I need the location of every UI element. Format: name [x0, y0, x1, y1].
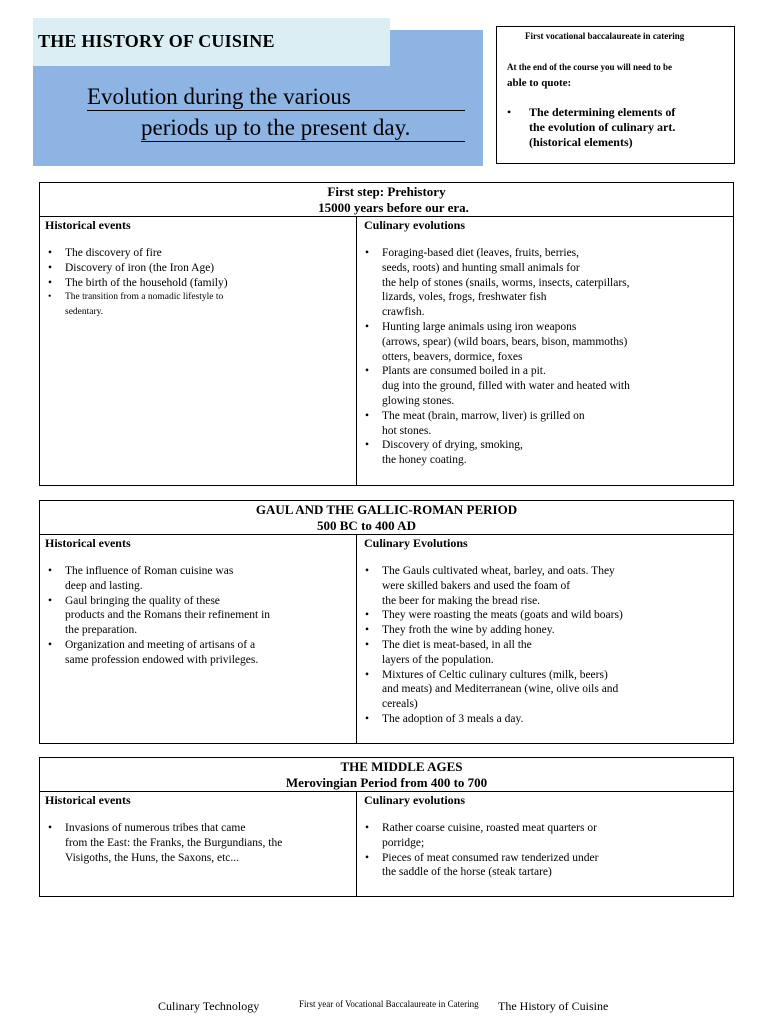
culinary-evolutions-column	[357, 217, 733, 486]
historical-events-heading: Historical events	[45, 793, 131, 807]
section-title: GAUL AND THE GALLIC-ROMAN PERIOD	[255, 502, 518, 517]
section-header	[40, 758, 733, 792]
footer-center: First year of Vocational Baccalaureate in Catering	[299, 999, 479, 1009]
culinary-evolutions-list	[357, 246, 630, 468]
objectives-list	[507, 105, 675, 150]
culinary-evolutions-list	[357, 564, 623, 727]
objectives-intro-line-2: able to quote:	[507, 77, 572, 89]
section-period: 500 BC to 400 AD	[317, 518, 416, 533]
section-middle-ages	[39, 757, 734, 897]
subtitle-line-1: Evolution during the various	[87, 84, 465, 111]
list-item: • Invasions of numerous tribes that came from the East: the Franks, the Burgundians, the Visigoths, the Huns, the Saxons, etc...	[40, 821, 282, 865]
list-item: • The Gauls cultivated wheat, barley, and oats. They were skilled bakers and used the foam of the beer for making the bread rise.	[357, 564, 623, 608]
section-title: THE MIDDLE AGES	[340, 759, 463, 774]
culinary-evolutions-column	[357, 792, 733, 897]
list-item: • Foraging-based diet (leaves, fruits, berries, seeds, roots) and hunting small animals for the help of stones (snails, worms, insects, caterpillars, lizards, voles, frogs, freshwater fish crawfish.	[357, 246, 630, 320]
list-item: • Mixtures of Celtic culinary cultures (milk, beers) and meats) and Mediterranean (wine, olive oils and cereals)	[357, 668, 623, 712]
section-columns	[40, 217, 733, 486]
historical-events-column	[40, 217, 357, 486]
list-item: • Discovery of iron (the Iron Age)	[40, 261, 228, 276]
list-item: • Plants are consumed boiled in a pit. dug into the ground, filled with water and heated with glowing stones.	[357, 364, 630, 408]
section-header	[40, 501, 733, 535]
section-period: 15000 years before our era.	[318, 200, 469, 215]
list-item: • Rather coarse cuisine, roasted meat quarters or porridge;	[357, 821, 599, 851]
list-item: • The diet is meat-based, in all the layers of the population.	[357, 638, 623, 668]
objective-item: • The determining elements of the evolution of culinary art. (historical elements)	[507, 105, 675, 150]
list-item: • Hunting large animals using iron weapons (arrows, spear) (wild boars, bears, bison, mammoths) otters, beavers, dormice, foxes	[357, 320, 630, 364]
section-gaul	[39, 500, 734, 744]
subtitle-line-2: periods up to the present day.	[141, 115, 465, 142]
section-period: Merovingian Period from 400 to 700	[285, 775, 488, 790]
list-item: • The transition from a nomadic lifestyle to sedentary.	[40, 290, 228, 320]
list-item: • Pieces of meat consumed raw tenderized under the saddle of the horse (steak tartare)	[357, 851, 599, 881]
culinary-evolutions-heading: Culinary evolutions	[364, 793, 466, 807]
culinary-evolutions-column	[357, 535, 733, 744]
list-item: • They froth the wine by adding honey.	[357, 623, 623, 638]
section-title: First step: Prehistory	[327, 184, 446, 199]
list-item: • The influence of Roman cuisine was deep and lasting.	[40, 564, 270, 594]
section-columns	[40, 792, 733, 897]
footer-left: Culinary Technology	[158, 999, 260, 1013]
list-item: • They were roasting the meats (goats and wild boars)	[357, 608, 623, 623]
list-item: • Discovery of drying, smoking, the honey coating.	[357, 438, 630, 468]
historical-events-list	[40, 821, 282, 865]
list-item: • The meat (brain, marrow, liver) is grilled on hot stones.	[357, 409, 630, 439]
section-prehistory	[39, 182, 734, 486]
historical-events-heading: Historical events	[45, 536, 131, 550]
footer-right: The History of Cuisine	[498, 999, 609, 1013]
culinary-evolutions-list	[357, 821, 599, 880]
section-header	[40, 183, 733, 217]
culinary-evolutions-heading: Culinary Evolutions	[364, 536, 468, 550]
historical-events-heading: Historical events	[45, 218, 131, 232]
objectives-intro-line-1: At the end of the course you will need to be	[507, 62, 672, 72]
historical-events-list	[40, 564, 270, 668]
historical-events-column	[40, 792, 357, 897]
objectives-heading: First vocational baccalaureate in catering	[525, 31, 685, 41]
page-title: THE HISTORY OF CUISINE	[38, 31, 275, 51]
culinary-evolutions-heading: Culinary evolutions	[364, 218, 466, 232]
historical-events-column	[40, 535, 357, 744]
objectives-box	[496, 26, 735, 164]
historical-events-list	[40, 246, 228, 320]
list-item: • The adoption of 3 meals a day.	[357, 712, 623, 727]
list-item: • The birth of the household (family)	[40, 276, 228, 291]
list-item: • The discovery of fire	[40, 246, 228, 261]
section-columns	[40, 535, 733, 744]
list-item: • Organization and meeting of artisans of a same profession endowed with privileges.	[40, 638, 270, 668]
list-item: • Gaul bringing the quality of these products and the Romans their refinement in the preparation.	[40, 594, 270, 638]
